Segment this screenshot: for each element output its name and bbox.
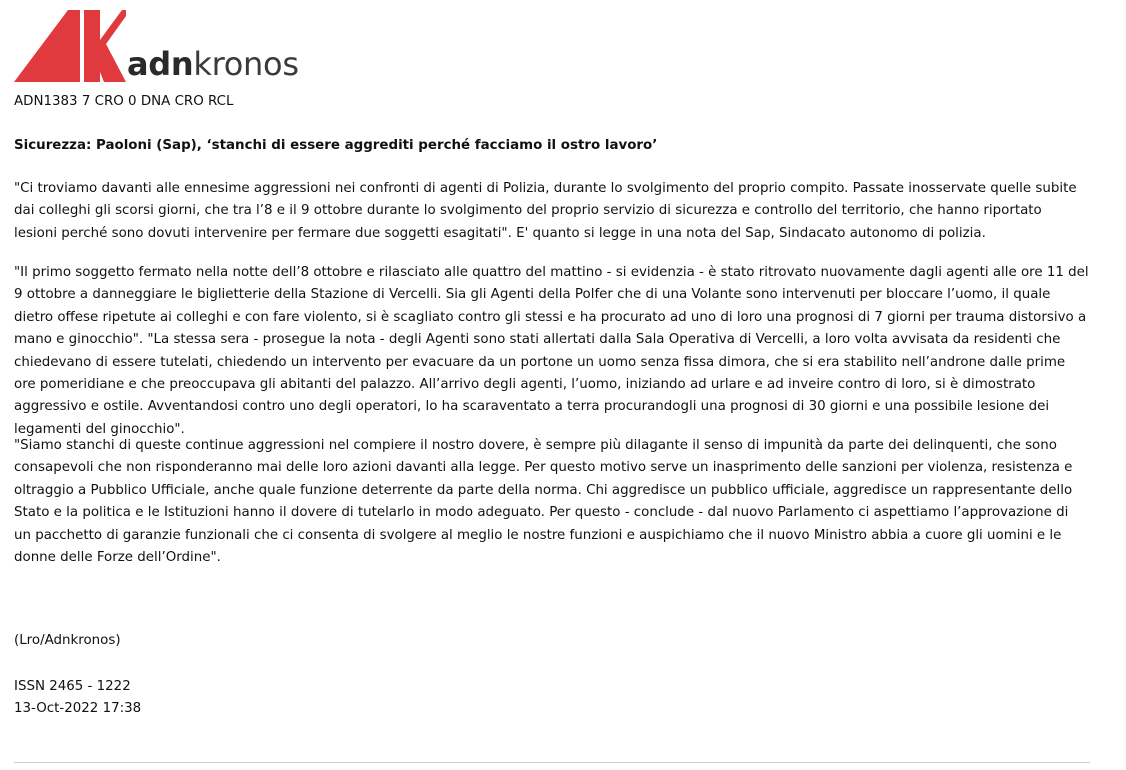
- article-headline: Sicurezza: Paoloni (Sap), ‘stanchi di essere aggrediti perché facciamo il ostro lavoro’: [14, 138, 658, 153]
- article-paragraph: "Ci troviamo davanti alle ennesime aggressioni nei confronti di agenti di Polizia, durante lo svolgimento del proprio compito. Passate inosservate quelle subite dai colleghi gli scorsi giorni, che tra l’8 e il 9 ottobre durante lo svolgimento del proprio servizio di sicurezza e controllo del territorio, che hanno riportato lesioni perché sono dovuti intervenire per fermare due soggetti esagitati". E' quanto si legge in una nota del Sap, Sindacato autonomo di polizia.: [14, 181, 1077, 241]
- wordmark-bold: adn: [127, 45, 194, 83]
- wordmark-regular: kronos: [193, 45, 299, 83]
- article-paragraph: "Siamo stanchi di queste continue aggressioni nel compiere il nostro dovere, è sempre più dilagante il senso di impunità da parte dei delinquenti, che sono consapevoli che non risponderanno mai delle loro azioni davanti alla legge. Per questo motivo serve un inasprimento delle sanzioni per violenza, resistenza e oltraggio a Pubblico Ufficiale, anche quale funzione deterrente da parte della norma. Chi aggredisce un pubblico ufficiale, aggredisce un rappresentante dello Stato e la politica e le Istituzioni hanno il dovere di tutelarlo in modo adeguato. Per questo - conclude - dal nuovo Parlamento ci aspettiamo l’approvazione di un pacchetto di garanzie funzionali che ci consenta di svolgere al meglio le nostre funzioni e auspichiamo che il nuovo Ministro abbia a cuore gli uomini e le donne delle Forze dell’Ordine".: [14, 438, 1073, 566]
- footer-divider: [14, 762, 1090, 763]
- article-paragraph: "Il primo soggetto fermato nella notte dell’8 ottobre e rilasciato alle quattro del mattino - si evidenzia - è stato ritrovato nuovamente dagli agenti alle ore 11 del 9 ottobre a danneggiare le biglietterie della Stazione di Vercelli. Sia gli Agenti della Polfer che di una Volante sono intervenuti per bloccare l’uomo, il quale dietro offese ripetute ai colleghi e con fare violento, si è scagliato contro gli stessi e ha procurato ad uno di loro una prognosi di 7 giorni per trauma distorsivo a mano e ginocchio". "La stessa sera - prosegue la nota - degli Agenti sono stati allertati dalla Sala Operativa di Vercelli, a loro volta avvisata da residenti che chiedevano di essere tutelati, chiedendo un intervento per evacuare da un portone un uomo senza fissa dimora, che si era stabilito nell’androne dalle prime ore pomeridiane e che preoccupava gli abitanti del palazzo. All’arrivo degli agenti, l’uomo, iniziando ad urlare e ad inveire contro di loro, si è dimostrato aggressivo e ostile. Avventandosi contro uno degli operatori, lo ha scaraventato a terra procurandogli una prognosi di 30 giorni e una possibile lesione dei legamenti del ginocchio".: [14, 265, 1089, 437]
- adnkronos-wordmark: [127, 45, 299, 83]
- adnkronos-logo-mark: [14, 10, 126, 82]
- adnkronos-logo: [14, 10, 314, 84]
- article-byline: (Lro/Adnkronos): [14, 633, 121, 648]
- publish-date: 13-Oct-2022 17:38: [14, 701, 142, 716]
- agency-code: ADN1383 7 CRO 0 DNA CRO RCL: [14, 94, 234, 109]
- issn-number: ISSN 2465 - 1222: [14, 679, 131, 694]
